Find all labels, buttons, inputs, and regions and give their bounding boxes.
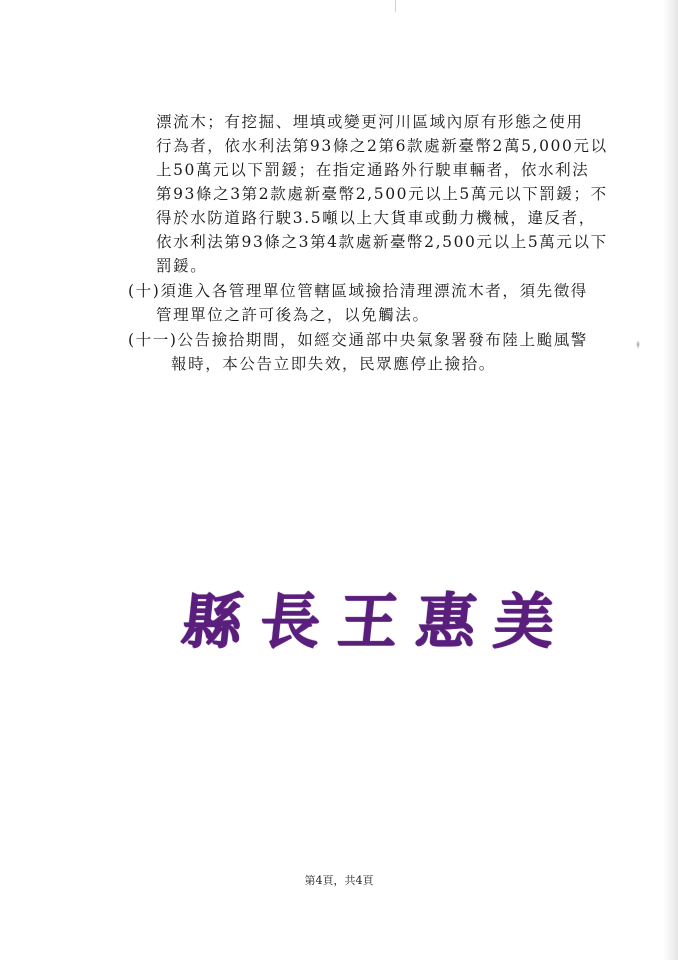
text-line-7: 罰鍰。 <box>156 257 208 275</box>
item-11-line-2: 報時，本公告立即失效，民眾應停止撿拾。 <box>171 355 496 373</box>
text-line-6: 依水利法第93條之3第4款處新臺幣2,500元以上5萬元以下 <box>156 233 608 251</box>
scan-speck <box>636 340 640 349</box>
signature-char-5: 美 <box>490 587 558 657</box>
signature-char-1: 縣 <box>178 587 246 657</box>
signature-char-3: 王 <box>334 587 402 657</box>
signature-char-4: 惠 <box>412 587 480 657</box>
text-line-1: 漂流木；有挖掘、埋填或變更河川區域內原有形態之使用 <box>156 113 584 131</box>
signature-char-2: 長 <box>256 587 324 657</box>
text-line-4: 第93條之3第2款處新臺幣2,500元以上5萬元以下罰鍰；不 <box>156 185 608 203</box>
scan-edge-shadow <box>664 0 678 960</box>
text-line-3: 上50萬元以下罰鍰；在指定通路外行駛車輛者，依水利法 <box>156 161 590 179</box>
text-line-5: 得於水防道路行駛3.5噸以上大貨車或動力機械，違反者， <box>156 209 596 227</box>
text-line-2: 行為者，依水利法第93條之2第6款處新臺幣2萬5,000元以 <box>156 137 608 155</box>
item-11-line-1: (十一)公告撿拾期間，如經交通部中央氣象署發布陸上颱風警 <box>128 331 588 349</box>
item-10-line-1: (十)須進入各管理單位管轄區域撿拾清理漂流木者，須先徵得 <box>128 282 588 300</box>
item-10-line-2: 管理單位之許可後為之，以免觸法。 <box>156 306 430 324</box>
magistrate-signature-seal <box>178 586 558 658</box>
scan-mark <box>395 0 396 12</box>
page-number: 第4頁，共4頁 <box>304 874 374 887</box>
